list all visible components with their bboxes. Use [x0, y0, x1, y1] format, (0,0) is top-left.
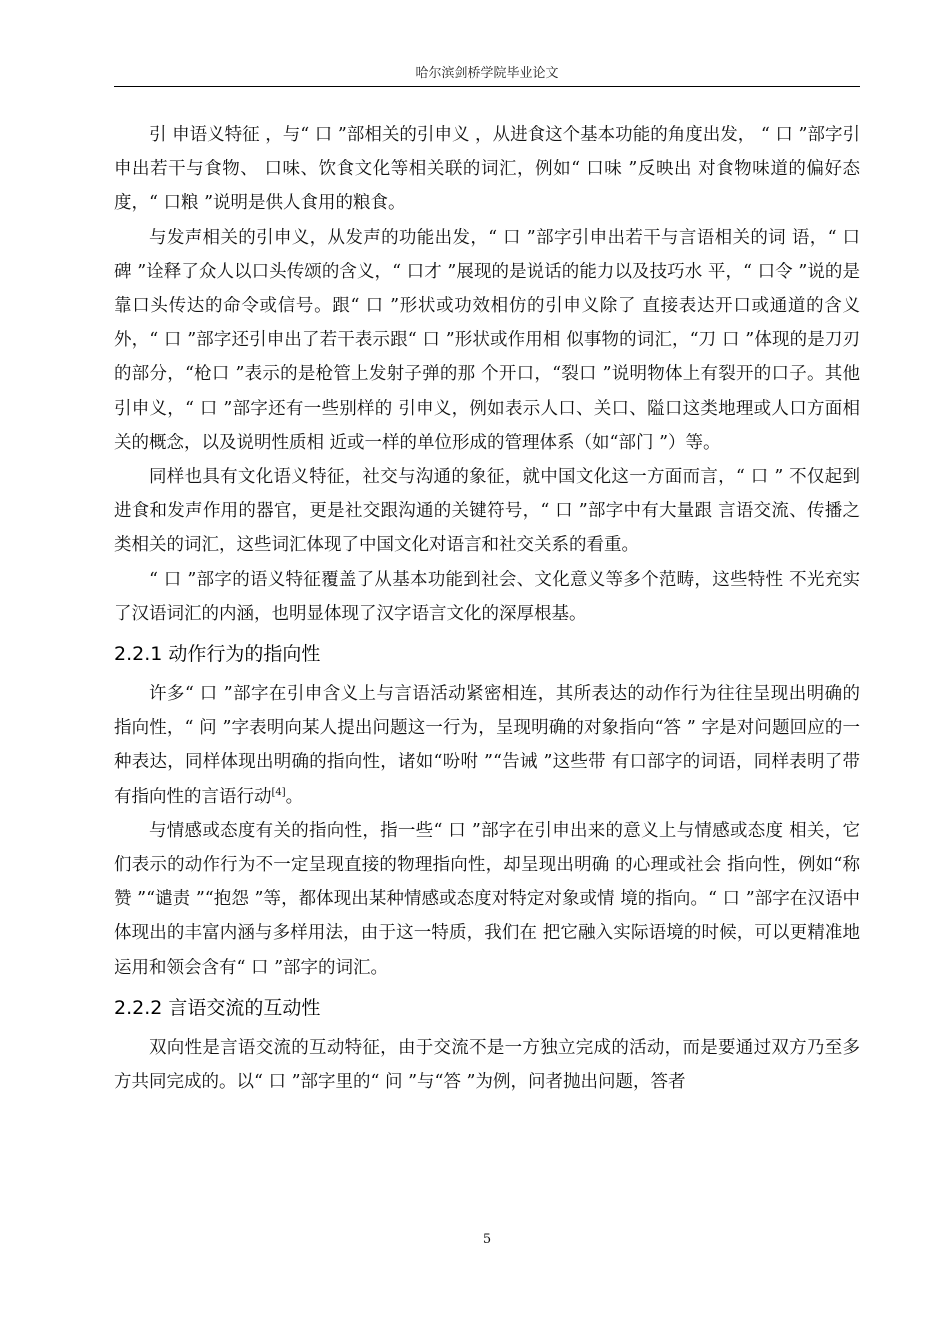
- document-body: [114, 118, 860, 1099]
- paragraph-5-end: 。: [285, 786, 304, 807]
- section-heading-2-2-2: 2.2.2 言语交流的互动性: [114, 996, 321, 1019]
- section-heading-2-2-1: 2.2.1 动作行为的指向性: [114, 643, 321, 666]
- paragraph-6: 与情感或态度有关的指向性，指一些“ 口 ”部字在引申出来的意义上与情感或态度 相关，它们表示的动作行为不一定呈现直接的物理指向性，却呈现出明确 的心理或社会 指向性，例如“称赞 ”“谴责 ”“抱怨 ”等，都体现出某种情感或态度对特定对象或情 境的指向。“ 口 ”部字在汉语中体现出的丰富内涵与多样用法，由于这一特质，我们在 把它融入实际语境的时候，可以更精准地运用和领会含有“ 口 ”部字的词汇。: [114, 820, 860, 978]
- paragraph-2: 与发声相关的引申义，从发声的功能出发，“ 口 ”部字引申出若干与言语相关的词 语，“ 口碑 ”诠释了众人以口头传颂的含义，“ 口才 ”展现的是说话的能力以及技巧水 平，“ 口令 ”说的是靠口头传达的命令或信号。跟“ 口 ”形状或功效相仿的引申义除了 直接表达开口或通道的含义外，“ 口 ”部字还引申出了若干表示跟“ 口 ”形状或作用相 似事物的词汇，“刀 口 ”体现的是刀刃的部分，“枪口 ”表示的是枪管上发射子弹的那 个开口，“裂口 ”说明物体上有裂开的口子。其他引申义，“ 口 ”部字还有一些别样的 引申义，例如表示人口、关口、隘口这类地理或人口方面相关的概念，以及说明性质相 近或一样的单位形成的管理体系（如“部门 ”）等。: [114, 227, 860, 453]
- header-rule: [114, 86, 860, 87]
- running-header: 哈尔滨剑桥学院毕业论文: [415, 66, 559, 81]
- paragraph-5: [114, 677, 860, 814]
- citation-4: [4]: [271, 786, 286, 798]
- paragraph-4: “ 口 ”部字的语义特征覆盖了从基本功能到社会、文化意义等多个范畴，这些特性 不光充实了汉语词汇的内涵，也明显体现了汉字语言文化的深厚根基。: [114, 569, 860, 624]
- page-number: 5: [482, 1232, 492, 1247]
- paragraph-5-text: 许多“ 口 ”部字在引申含义上与言语活动紧密相连，其所表达的动作行为往往呈现出明确的指向性，“ 问 ”字表明向某人提出问题这一行为，呈现明确的对象指向“答 ” 字是对问题回应的一种表达，同样体现出明确的指向性，诸如“吩咐 ”“告诫 ”这些带 有口部字的词语，同样表明了带有指向性的言语行动: [114, 684, 860, 807]
- paragraph-7: 双向性是言语交流的互动特征，由于交流不是一方独立完成的活动，而是要通过双方乃至多方共同完成的。以“ 口 ”部字里的“ 问 ”与“答 ”为例，问者抛出问题，答者: [114, 1037, 860, 1093]
- paragraph-3: 同样也具有文化语义特征，社交与沟通的象征，就中国文化这一方面而言，“ 口 ” 不仅起到进食和发声作用的器官，更是社交跟沟通的关键符号，“ 口 ”部字中有大量跟 言语交流、传播之类相关的词汇，这些词汇体现了中国文化对语言和社交关系的看重。: [114, 467, 860, 556]
- paragraph-1: 引 申语义特征 ，与“ 口 ”部相关的引申义 ，从进食这个基本功能的角度出发， “ 口 ”部字引申出若干与食物、 口味、饮食文化等相关联的词汇，例如“ 口味 ”反映出 对食物味道的偏好态度，“ 口粮 ”说明是供人食用的粮食。: [114, 125, 860, 214]
